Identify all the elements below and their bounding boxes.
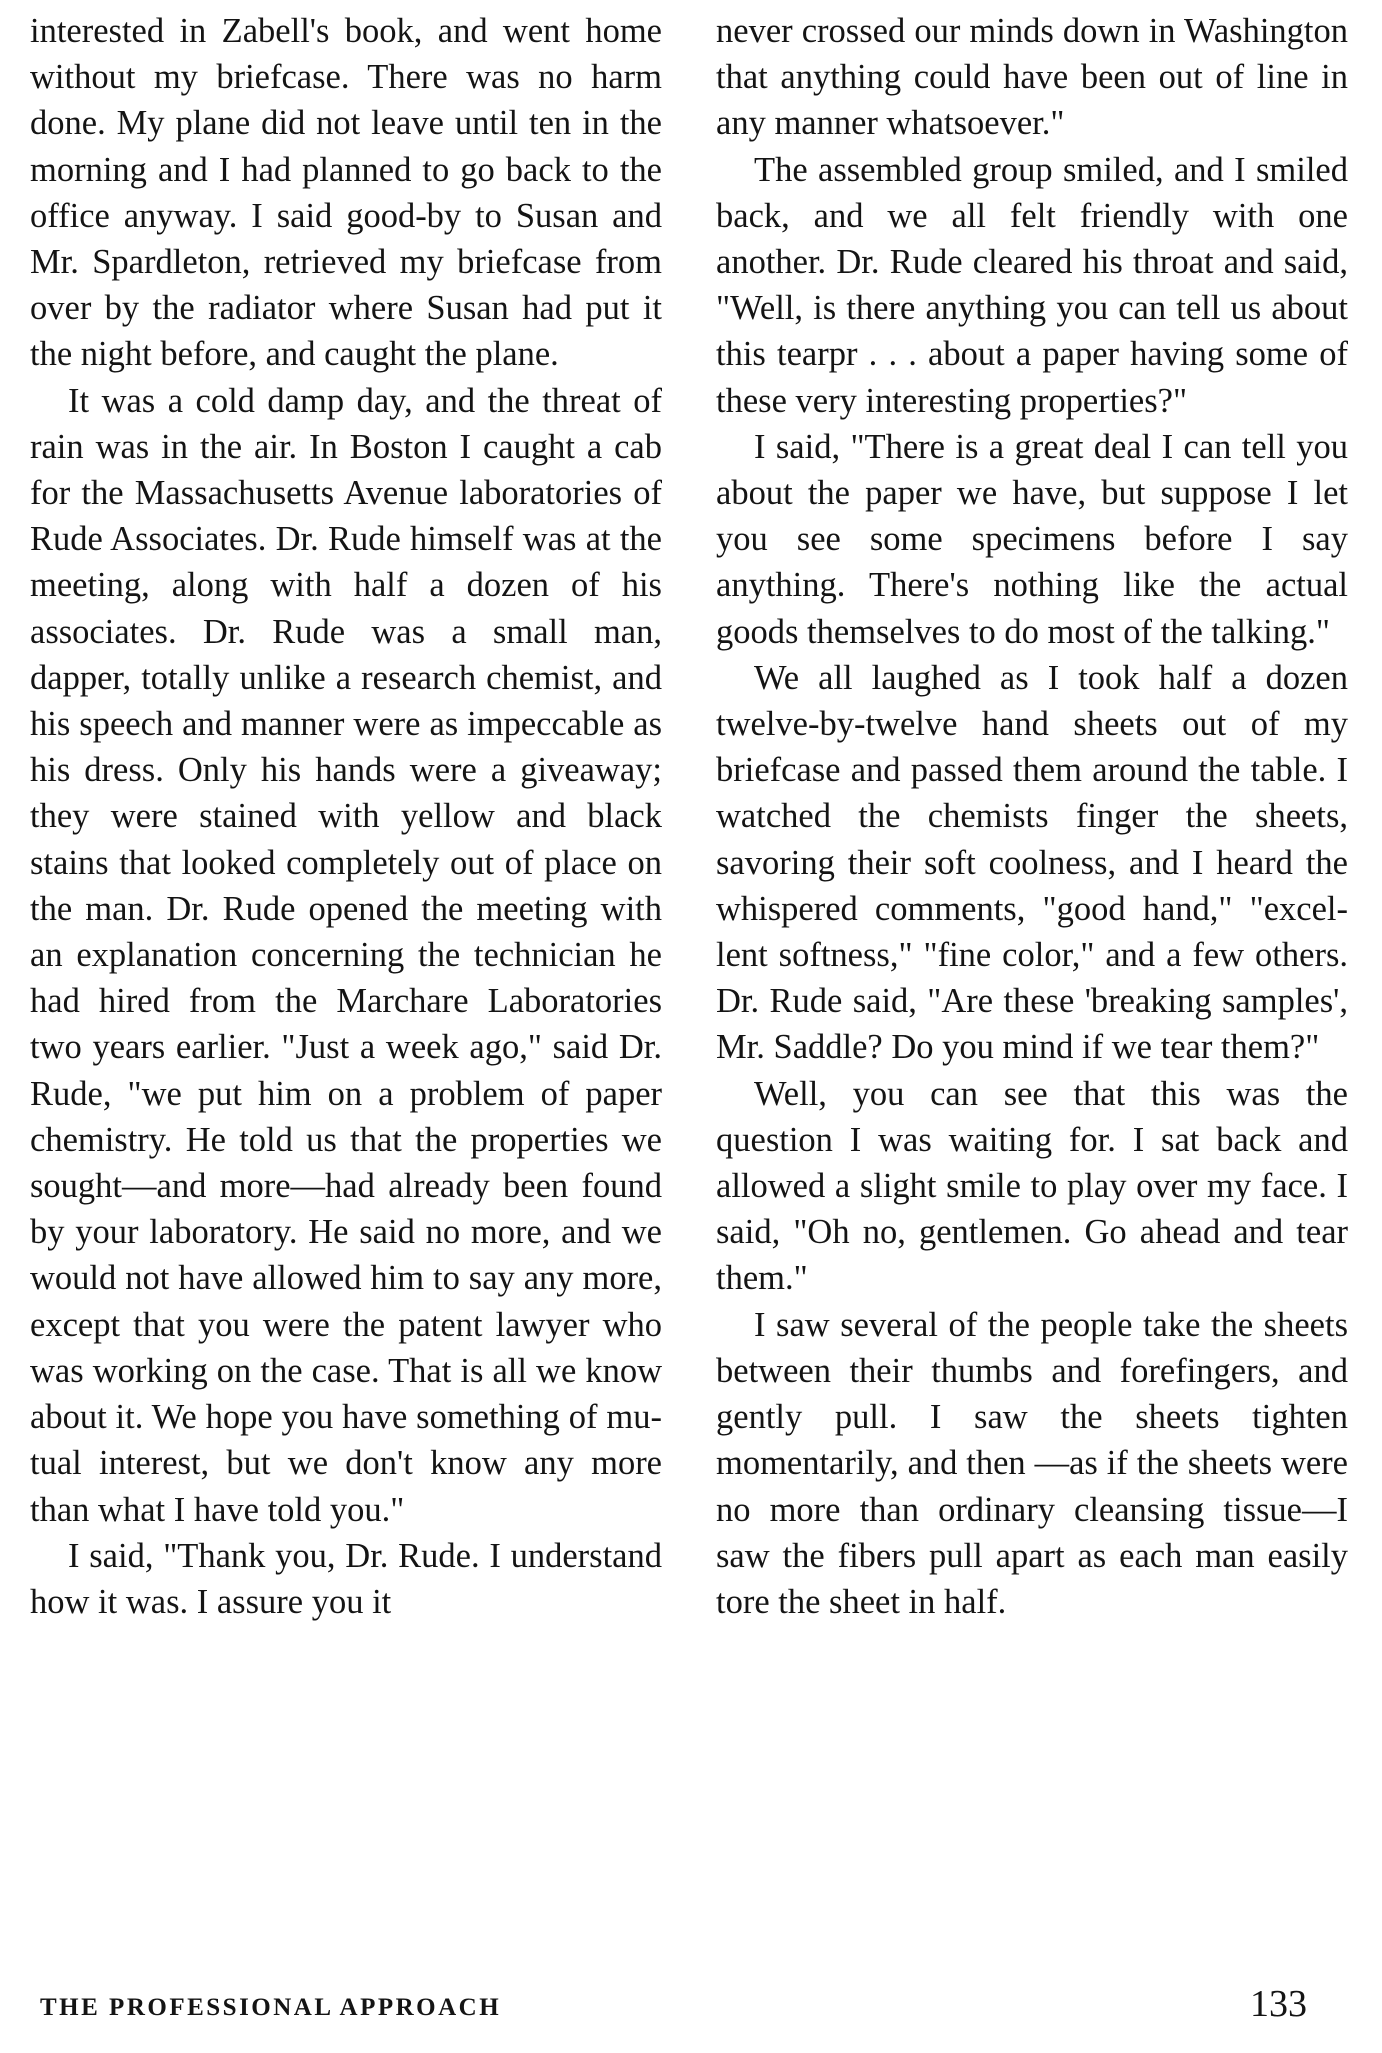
paragraph: I said, "Thank you, Dr. Rude. I understand how it was. I assure you it	[30, 1536, 662, 1621]
left-text-column	[30, 8, 662, 1968]
paragraph: We all laughed as I took half a dozen twelve-by-twelve hand sheets out of my briefcase and passed them around the table. I watched the chemists finger the sheets, savoring their soft coolness, and I heard the whispered comments, "good hand," "excellent softness," "fine color," and a few others. Dr. Rude said, "Are these 'breaking samples', Mr. Saddle? Do you mind if we tear them?"	[716, 658, 1348, 1067]
paragraph: Well, you can see that this was the question I was waiting for. I sat back and allowed a slight smile to play over my face. I said, "Oh no, gentlemen. Go ahead and tear them."	[716, 1074, 1348, 1298]
paragraph: It was a cold damp day, and the threat of rain was in the air. In Boston I caught a cab for the Massachusetts Avenue laboratories of Rude Associates. Dr. Rude himself was at the meeting, along with half a dozen of his associates. Dr. Rude was a small man, dapper, totally unlike a research chemist, and his speech and manner were as impeccable as his dress. Only his hands were a giveaway; they were stained with yellow and black stains that looked completely out of place on the man. Dr. Rude opened the meeting with an explanation concerning the technician he had hired from the Marchare Laboratories two years earlier. "Just a week ago," said Dr. Rude, "we put him on a problem of paper chemistry. He told us that the properties we sought—and more—had already been found by your laboratory. He said no more, and we would not have allowed him to say any more, except that you were the patent lawyer who was working on the case. That is all we know about it. We hope you have something of mutual interest, but we don't know any more than what I have told you."	[30, 381, 662, 1529]
paragraph: interested in Zabell's book, and went home without my briefcase. There was no harm done. My plane did not leave until ten in the morning and I had planned to go back to the office anyway. I said good-by to Susan and Mr. Spardleton, retrieved my briefcase from over by the radiator where Susan had put it the night before, and caught the plane.	[30, 12, 662, 374]
paragraph: never crossed our minds down in Washington that anything could have been out of line in any manner whatsoever."	[716, 12, 1348, 143]
paragraph: The assembled group smiled, and I smiled back, and we all felt friendly with one another. Dr. Rude cleared his throat and said, "Well, is there anything you can tell us about this tearpr . . . about a paper having some of these very interesting properties?"	[716, 150, 1348, 420]
page-number: 133	[1250, 1983, 1307, 2025]
paragraph: I said, "There is a great deal I can tell you about the paper we have, but suppose I let you see some specimens before I say anything. There's nothing like the actual goods themselves to do most of the talking."	[716, 427, 1348, 651]
right-text-column	[716, 8, 1348, 1968]
running-footer-title: THE PROFESSIONAL APPROACH	[40, 1994, 502, 2021]
paragraph: I saw several of the people take the sheets between their thumbs and forefingers, and gently pull. I saw the sheets tighten momentarily, and then —as if the sheets were no more than ordinary cleansing tissue—I saw the fibers pull apart as each man easily tore the sheet in half.	[716, 1305, 1348, 1621]
